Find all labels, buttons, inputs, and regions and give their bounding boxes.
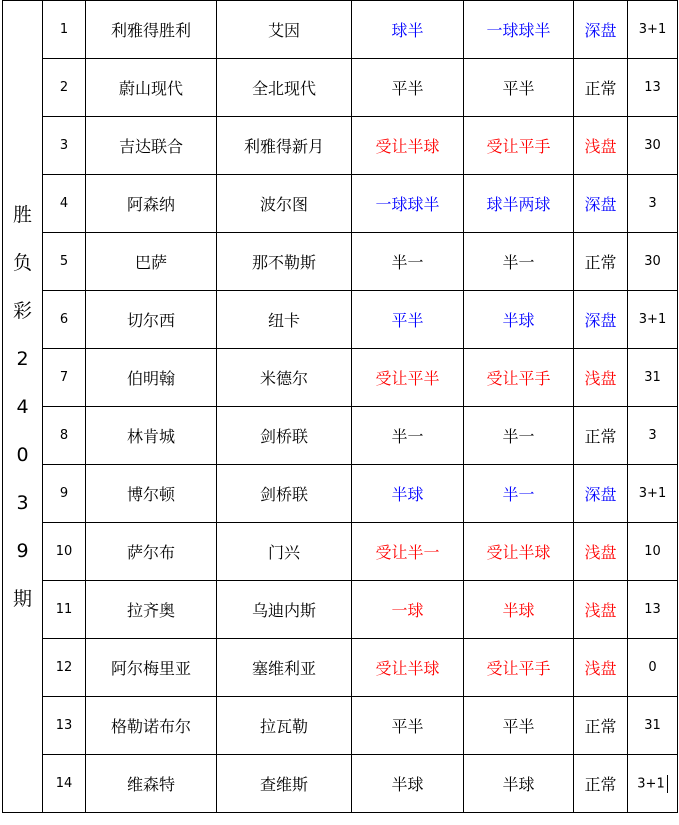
match-number: 2 <box>43 59 86 117</box>
handicap-current: 受让半球 <box>464 523 574 581</box>
table-row <box>3 349 678 407</box>
period-label-char: 4 <box>16 395 29 418</box>
result-pick: 0 <box>628 639 678 697</box>
handicap-initial: 平半 <box>352 59 464 117</box>
home-team: 林肯城 <box>86 407 217 465</box>
handicap-current: 受让平手 <box>464 349 574 407</box>
depth-label: 深盘 <box>574 291 628 349</box>
away-team: 全北现代 <box>217 59 352 117</box>
depth-label: 浅盘 <box>574 349 628 407</box>
match-number: 9 <box>43 465 86 523</box>
period-label-char: 0 <box>16 443 29 466</box>
handicap-initial: 平半 <box>352 291 464 349</box>
away-team: 利雅得新月 <box>217 117 352 175</box>
home-team: 格勒诺布尔 <box>86 697 217 755</box>
period-label-char: 期 <box>12 587 32 610</box>
match-number: 12 <box>43 639 86 697</box>
handicap-initial: 受让平半 <box>352 349 464 407</box>
result-pick: 3+1 <box>628 1 678 59</box>
table-row <box>3 523 678 581</box>
away-team: 米德尔 <box>217 349 352 407</box>
home-team: 博尔顿 <box>86 465 217 523</box>
away-team: 艾因 <box>217 1 352 59</box>
handicap-initial: 受让半球 <box>352 639 464 697</box>
handicap-initial: 半一 <box>352 407 464 465</box>
depth-label: 正常 <box>574 697 628 755</box>
depth-label: 深盘 <box>574 175 628 233</box>
table-row <box>3 407 678 465</box>
result-pick: 13 <box>628 59 678 117</box>
away-team: 纽卡 <box>217 291 352 349</box>
period-label-char: 胜 <box>12 203 32 226</box>
table-body <box>3 1 678 813</box>
match-number: 7 <box>43 349 86 407</box>
result-pick: 31 <box>628 697 678 755</box>
match-number: 11 <box>43 581 86 639</box>
depth-label: 浅盘 <box>574 581 628 639</box>
home-team: 伯明翰 <box>86 349 217 407</box>
text-cursor <box>667 775 668 793</box>
table-row <box>3 639 678 697</box>
depth-label: 浅盘 <box>574 639 628 697</box>
handicap-initial: 半一 <box>352 233 464 291</box>
table-row <box>3 233 678 291</box>
result-pick: 30 <box>628 233 678 291</box>
match-number: 10 <box>43 523 86 581</box>
handicap-current: 平半 <box>464 697 574 755</box>
away-team: 乌迪内斯 <box>217 581 352 639</box>
handicap-current: 受让平手 <box>464 117 574 175</box>
away-team: 塞维利亚 <box>217 639 352 697</box>
handicap-current: 半球 <box>464 291 574 349</box>
table-row <box>3 117 678 175</box>
away-team: 查维斯 <box>217 755 352 813</box>
away-team: 拉瓦勒 <box>217 697 352 755</box>
away-team: 那不勒斯 <box>217 233 352 291</box>
depth-label: 正常 <box>574 59 628 117</box>
table-row <box>3 755 678 813</box>
handicap-current: 球半两球 <box>464 175 574 233</box>
handicap-initial: 半球 <box>352 465 464 523</box>
handicap-current: 半一 <box>464 233 574 291</box>
handicap-initial: 半球 <box>352 755 464 813</box>
match-number: 3 <box>43 117 86 175</box>
match-number: 6 <box>43 291 86 349</box>
lottery-table <box>2 0 678 813</box>
period-label-char: 负 <box>12 251 32 274</box>
home-team: 萨尔布 <box>86 523 217 581</box>
match-number: 5 <box>43 233 86 291</box>
home-team: 利雅得胜利 <box>86 1 217 59</box>
home-team: 拉齐奥 <box>86 581 217 639</box>
handicap-initial: 平半 <box>352 697 464 755</box>
away-team: 波尔图 <box>217 175 352 233</box>
home-team: 阿尔梅里亚 <box>86 639 217 697</box>
home-team: 维森特 <box>86 755 217 813</box>
period-label-char: 彩 <box>12 299 32 322</box>
table-row <box>3 581 678 639</box>
depth-label: 深盘 <box>574 465 628 523</box>
table-row <box>3 697 678 755</box>
home-team: 巴萨 <box>86 233 217 291</box>
table-row <box>3 291 678 349</box>
handicap-current: 半球 <box>464 755 574 813</box>
period-label-char: 9 <box>16 539 29 562</box>
away-team: 剑桥联 <box>217 407 352 465</box>
match-number: 14 <box>43 755 86 813</box>
period-label <box>3 1 43 813</box>
handicap-current: 半一 <box>464 465 574 523</box>
result-pick: 3+1 <box>628 291 678 349</box>
depth-label: 正常 <box>574 233 628 291</box>
result-pick: 3+1 <box>628 755 678 813</box>
result-pick: 30 <box>628 117 678 175</box>
depth-label: 正常 <box>574 755 628 813</box>
handicap-initial: 一球球半 <box>352 175 464 233</box>
handicap-current: 半一 <box>464 407 574 465</box>
home-team: 阿森纳 <box>86 175 217 233</box>
depth-label: 浅盘 <box>574 117 628 175</box>
result-pick: 10 <box>628 523 678 581</box>
result-pick: 3+1 <box>628 465 678 523</box>
away-team: 剑桥联 <box>217 465 352 523</box>
match-number: 4 <box>43 175 86 233</box>
handicap-current: 半球 <box>464 581 574 639</box>
result-pick: 31 <box>628 349 678 407</box>
handicap-current: 平半 <box>464 59 574 117</box>
table-row <box>3 175 678 233</box>
depth-label: 浅盘 <box>574 523 628 581</box>
depth-label: 正常 <box>574 407 628 465</box>
match-number: 8 <box>43 407 86 465</box>
result-pick: 3 <box>628 175 678 233</box>
period-label-char: 2 <box>16 347 29 370</box>
match-number: 13 <box>43 697 86 755</box>
home-team: 切尔西 <box>86 291 217 349</box>
result-pick: 3 <box>628 407 678 465</box>
table-row <box>3 1 678 59</box>
table-row <box>3 465 678 523</box>
period-label-char: 3 <box>16 491 29 514</box>
handicap-initial: 受让半一 <box>352 523 464 581</box>
handicap-initial: 一球 <box>352 581 464 639</box>
depth-label: 深盘 <box>574 1 628 59</box>
away-team: 门兴 <box>217 523 352 581</box>
handicap-initial: 球半 <box>352 1 464 59</box>
result-pick: 13 <box>628 581 678 639</box>
handicap-initial: 受让半球 <box>352 117 464 175</box>
handicap-current: 一球球半 <box>464 1 574 59</box>
handicap-current: 受让平手 <box>464 639 574 697</box>
home-team: 吉达联合 <box>86 117 217 175</box>
home-team: 蔚山现代 <box>86 59 217 117</box>
table-row <box>3 59 678 117</box>
match-number: 1 <box>43 1 86 59</box>
